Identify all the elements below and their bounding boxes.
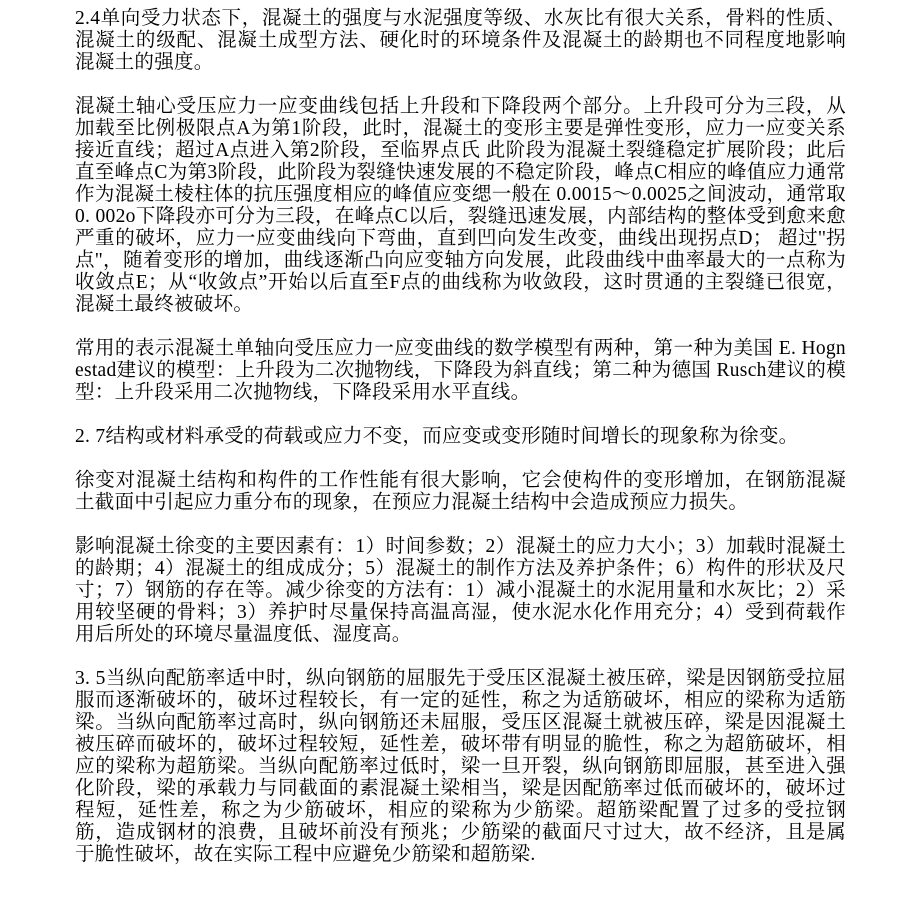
paragraph-math-models: 常用的表示混凝土单轴向受压应力一应变曲线的数学模型有两种，第一种为美国 E. Hognestad建议的模型：上升段为二次抛物线，下降段为斜直线；第二种为德国 Rusch建议的模型：上升段采用二次抛物线，下降段采用水平直线。 bbox=[75, 338, 846, 403]
paragraph-stress-strain-curve: 混凝土轴心受压应力一应变曲线包括上升段和下降段两个部分。上升段可分为三段，从加载至比例极限点A为第1阶段，此时，混凝土的变形主要是弹性变形，应力一应变关系接近直线；超过A点进入第2阶段，至临界点氏 此阶段为混凝土裂缝稳定扩展阶段；此后直至峰点C为第3阶段，此阶段为裂缝快速发展的不稳定阶段，峰点C相应的峰值应力通常作为混凝土棱柱体的抗压强度相应的峰值应变缌一般在 0.0015～0.0025之间波动，通常取0. 002o下降段亦可分为三段，在峰点C以后，裂缝迅速发展，内部结构的整体受到愈来愈严重的破坏，应力一应变曲线向下弯曲，直到凹向发生改变，曲线出现拐点D； 超过''拐点''，随着变形的增加，曲线逐渐凸向应变轴方向发展，此段曲线中曲率最大的一点称为收敛点E；从“收敛点”开始以后直至F点的曲线称为收敛段，这时贯通的主裂缝已很宽，混凝土最终被破坏。 bbox=[75, 96, 846, 315]
paragraph-creep-effects: 徐变对混凝土结构和构件的工作性能有很大影响，它会使构件的变形增加，在钢筋混凝土截面中引起应力重分布的现象，在预应力混凝土结构中会造成预应力损失。 bbox=[75, 470, 846, 513]
paragraph-creep-definition: 2. 7结构或材料承受的荷载或应力不变，而应变或变形随时间增长的现象称为徐变。 bbox=[75, 426, 799, 447]
paragraph-concrete-strength-factors: 2.4单向受力状态下，混凝土的强度与水泥强度等级、水灰比有很大关系，骨料的性质、混凝土的级配、混凝土成型方法、硬化时的环境条件及混凝土的龄期也不同程度地影响混凝土的强度。 bbox=[75, 8, 846, 73]
paragraph-reinforcement-ratio: 3. 5当纵向配筋率适中时，纵向钢筋的屈服先于受压区混凝土被压碎，梁是因钢筋受拉屈服而逐渐破坏的，破坏过程较长，有一定的延性，称之为适筋破坏，相应的梁称为适筋梁。当纵向配筋率过高时，纵向钢筋还未屈服，受压区混凝土就被压碎，梁是因混凝土被压碎而破坏的，破坏过程较短，延性差，破坏带有明显的脆性，称之为超筋破坏，相应的梁称为超筋梁。当纵向配筋率过低时，梁一旦开裂，纵向钢筋即屈服，甚至进入强化阶段，梁的承载力与同截面的素混凝土梁相当，梁是因配筋率过低而破坏的，破坏过程短，延性差，称之为少筋破坏，相应的梁称为少筋梁。超筋梁配置了过多的受拉钢筋，造成钢材的浪费，且破坏前没有预兆；少筋梁的截面尺寸过大，故不经济，且是属于脆性破坏，故在实际工程中应避免少筋梁和超筋梁. bbox=[75, 668, 846, 865]
paragraph-creep-factors: 影响混凝土徐变的主要因素有：1）时间参数；2）混凝土的应力大小；3）加载时混凝土的龄期；4）混凝土的组成成分；5）混凝土的制作方法及养护条件；6）构件的形状及尺寸；7）钢筋的存在等。减少徐变的方法有：1）减小混凝土的水泥用量和水灰比；2）采用较坚硬的骨料；3）养护时尽量保持高温高湿，使水泥水化作用充分；4）受到荷载作用后所处的环境尽量温度低、湿度高。 bbox=[75, 536, 846, 645]
